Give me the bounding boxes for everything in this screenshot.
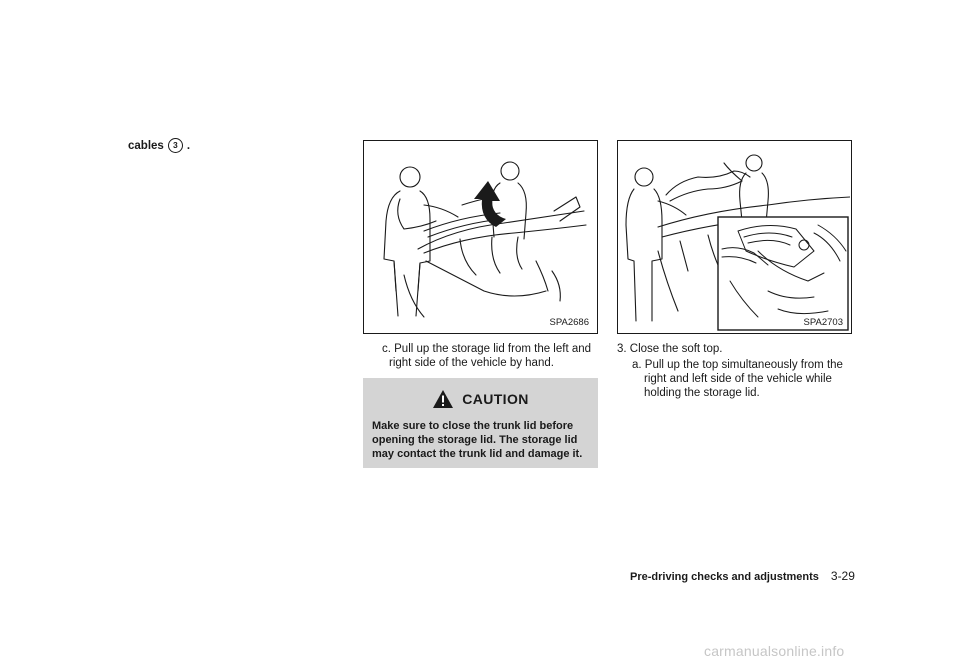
warning-triangle-icon (432, 389, 454, 409)
caution-body: Make sure to close the trunk lid before opening the storage lid. The storage lid may contact the trunk lid and damage it. (372, 420, 583, 460)
cables-period: . (186, 139, 191, 152)
figure-pull-storage-lid (363, 140, 598, 334)
watermark: carmanualsonline.info (704, 643, 845, 659)
section-title: Pre-driving checks and adjustments (630, 571, 819, 583)
step-3-text: 3. Close the soft top. (617, 343, 723, 355)
cables-text: cables (128, 139, 164, 152)
step-a-text: a. Pull up the top simultaneously from the right and left side of the vehicle while holding the storage lid. (632, 359, 843, 399)
step-c-text: c. Pull up the storage lid from the left and right side of the vehicle by hand. (382, 343, 592, 369)
caution-header (363, 386, 598, 412)
caution-title: CAUTION (462, 391, 529, 407)
circled-number-3: 3 (168, 138, 183, 153)
cables-reference (128, 138, 190, 153)
figure-code: SPA2686 (549, 317, 589, 328)
caution-box (363, 378, 598, 468)
page-number: 3-29 (830, 569, 855, 583)
figure-close-soft-top (617, 140, 852, 334)
illustration-pull-lid (364, 141, 596, 332)
illustration-close-top (618, 141, 850, 332)
page-footer (630, 569, 855, 583)
figure-code: SPA2703 (803, 317, 843, 328)
